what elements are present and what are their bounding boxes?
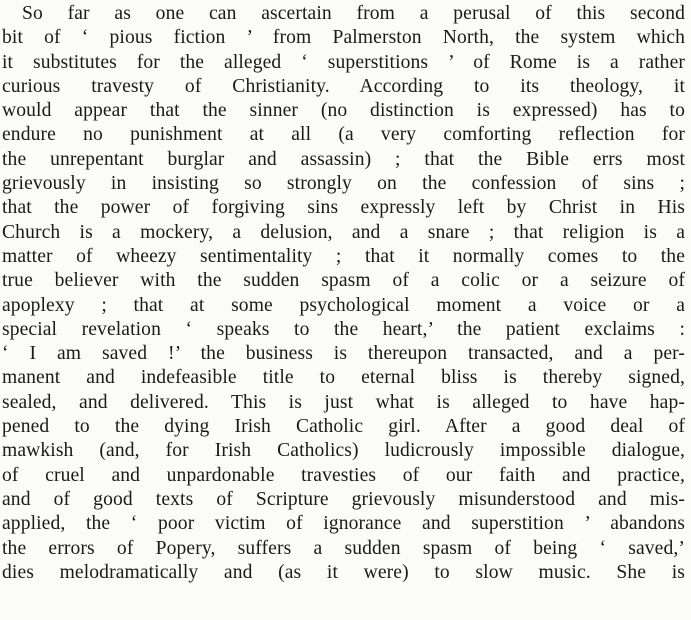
text-line: endure no punishment at all (a very comforting reflection for (2, 124, 685, 146)
text-line: pened to the dying Irish Catholic girl. After a good deal of (2, 416, 685, 438)
text-line: bit of ‘ pious fiction ’ from Palmerston North, the system which (2, 27, 685, 49)
text-line: apoplexy ; that at some psychological moment a voice or a (2, 294, 685, 316)
text-line: that the power of forgiving sins expressly left by Christ in His (2, 197, 685, 219)
text-line: So far as one can ascertain from a perusal of this second (22, 3, 685, 24)
text-line: manent and indefeasible title to eternal bliss is thereby signed, (2, 367, 685, 389)
text-line: ‘ I am saved !’ the business is thereupon transacted, and a per- (2, 343, 685, 365)
text-line: sealed, and delivered. This is just what is alleged to have hap- (2, 391, 685, 413)
text-line: it substitutes for the alleged ‘ superstitions ’ of Rome is a rather (2, 51, 685, 73)
text-line: dies melodramatically and (as it were) to slow music. She is (2, 561, 685, 583)
text-line: grievously in insisting so strongly on the confession of sins ; (2, 173, 685, 195)
text-line: of cruel and unpardonable travesties of our faith and practice, (2, 464, 685, 486)
text-line: would appear that the sinner (no distinction is expressed) has to (2, 100, 685, 122)
text-line: matter of wheezy sentimentality ; that it normally comes to the (2, 245, 685, 267)
text-line: special revelation ‘ speaks to the heart,’ the patient exclaims : (2, 318, 685, 340)
text-line: Church is a mockery, a delusion, and a snare ; that religion is a (2, 221, 685, 243)
text-line: true believer with the sudden spasm of a colic or a seizure of (2, 270, 685, 292)
text-line: the errors of Popery, suffers a sudden spasm of being ‘ saved,’ (2, 537, 685, 559)
text-line: and of good texts of Scripture grievously misunderstood and mis- (2, 488, 685, 510)
text-line: curious travesty of Christianity. According to its theology, it (2, 75, 685, 97)
text-line: mawkish (and, for Irish Catholics) ludicrously impossible dialogue, (2, 440, 685, 462)
text-line: applied, the ‘ poor victim of ignorance and superstition ’ abandons (2, 513, 685, 535)
text-line: the unrepentant burglar and assassin) ; that the Bible errs most (2, 148, 685, 170)
